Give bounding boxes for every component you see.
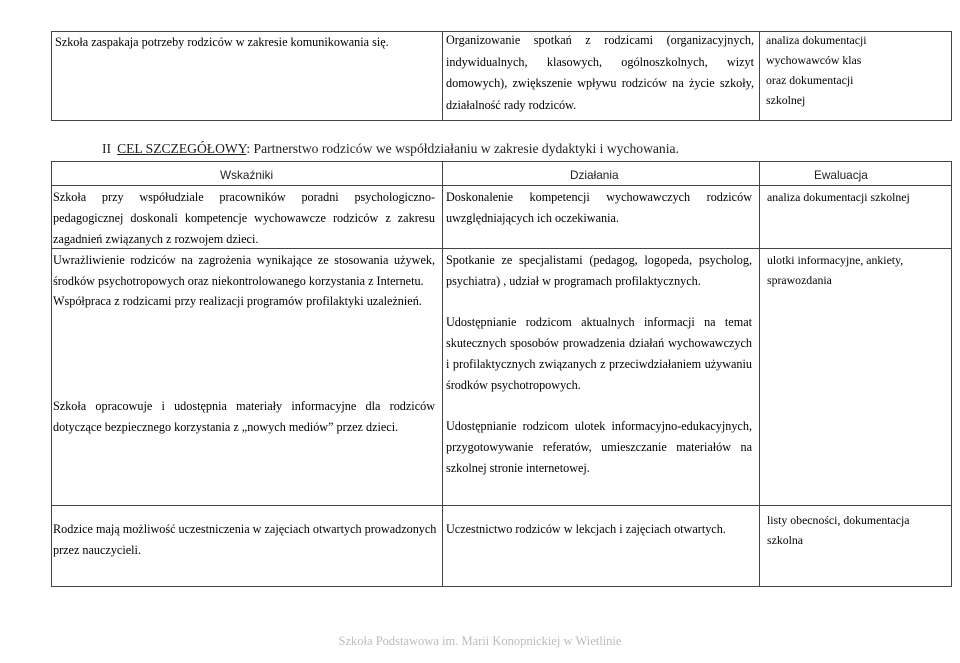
top-evaluation-line: oraz dokumentacji [766, 73, 854, 87]
row3-evaluation: listy obecności, dokumentacja szkolna [767, 513, 910, 547]
header-evaluation: Ewaluacja [814, 168, 868, 182]
row2-indicator-3: Szkoła opracowuje i udostępnia materiały informacyjne dla rodziców dotyczące bezpiecznego korzystania z „nowych mediów” przez dzieci. [53, 399, 435, 434]
row1-evaluation: analiza dokumentacji szkolnej [767, 190, 910, 204]
top-table-divider-1 [442, 31, 443, 120]
top-evaluation-line: szkolnej [766, 93, 806, 107]
top-indicator-text: Szkoła zaspakaja potrzeby rodziców w zakresie komunikowania się. [55, 35, 389, 49]
row2-actions-1: Spotkanie ze specjalistami (pedagog, logopeda, psycholog, psychiatra) , udział w programach profilaktycznych. [446, 253, 752, 288]
row2-evaluation: ulotki informacyjne, ankiety, sprawozdania [767, 253, 904, 287]
page-footer: Szkoła Podstawowa im. Marii Konopnickiej w Wietlinie [338, 634, 622, 648]
row3-indicator: Rodzice mają możliwość uczestniczenia w zajęciach otwartych prowadzonych przez nauczycieli. [53, 522, 437, 557]
top-evaluation [766, 30, 946, 110]
row1-actions: Doskonalenie kompetencji wychowawczych rodziców uwzględniających ich oczekiwania. [446, 190, 752, 225]
header-actions: Działania [570, 168, 619, 182]
goal-label: CEL SZCZEGÓŁOWY [117, 141, 247, 156]
row2-actions-2: Udostępnianie rodzicom aktualnych informacji na temat skutecznych sposobów prowadzenia działań wychowawczych i profilaktycznych związanych z przeciwdziałaniem używaniu środków psychotropowych. [446, 315, 752, 392]
top-evaluation-line: analiza dokumentacji [766, 33, 867, 47]
top-table-divider-2 [759, 31, 760, 120]
row-separator-2 [51, 505, 951, 506]
row1-indicator: Szkoła przy współudziale pracowników poradni psychologiczno-pedagogicznej doskonali kompetencje wychowawcze rodziców z zakresu zagadnień związanych z rozwojem dzieci. [53, 190, 435, 246]
goal-text: : Partnerstwo rodziców we współdziałaniu w zakresie dydaktyki i wychowania. [246, 141, 679, 156]
top-actions-text: Organizowanie spotkań z rodzicami (organizacyjnych, indywidualnych, klasowych, ogólnoszkolnych, wizyt domowych), zwiększenie wpływu rodziców na życie szkoły, działalność rady rodziców. [446, 33, 754, 112]
goal-number: II [102, 141, 112, 156]
main-table-divider-2 [759, 161, 760, 586]
row2-indicator-1: Uwrażliwienie rodziców na zagrożenia wynikające ze stosowania używek, środków psychotropowych oraz niekontrolowanego korzystania z Internetu. [53, 253, 435, 288]
row2-actions-3: Udostępnianie rodzicom ulotek informacyjno-edukacyjnych, przygotowywanie referatów, umieszczanie materiałów na szkolnej stronie internetowej. [446, 419, 752, 475]
header-indicators: Wskaźniki [220, 168, 274, 182]
top-evaluation-line: wychowawców klas [766, 53, 862, 67]
main-table-divider-1 [442, 161, 443, 586]
row2-indicator-2: Współpraca z rodzicami przy realizacji programów profilaktyki uzależnień. [53, 294, 422, 308]
row3-actions: Uczestnictwo rodziców w lekcjach i zajęciach otwartych. [446, 522, 726, 536]
goal-heading [102, 141, 679, 157]
header-bottom-line [51, 185, 951, 186]
